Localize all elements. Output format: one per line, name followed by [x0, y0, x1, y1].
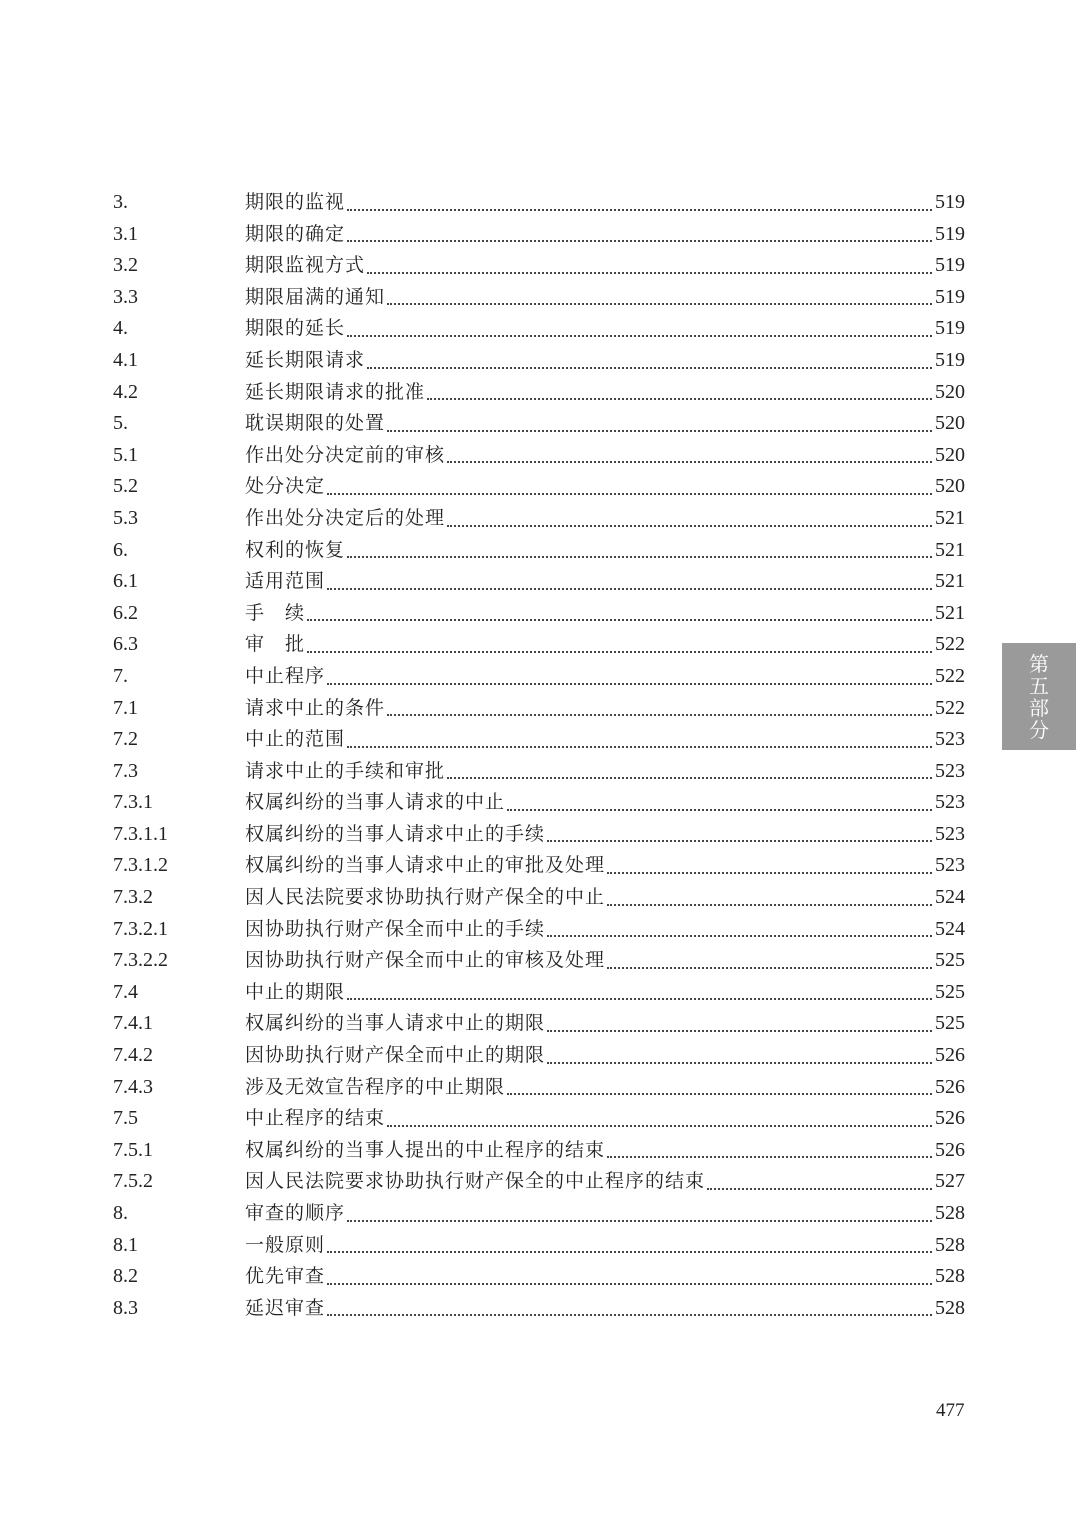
toc-entry-number: 7.3	[113, 759, 138, 782]
toc-entry[interactable]	[113, 1135, 965, 1167]
toc-entry-number: 7.3.2.2	[113, 949, 168, 972]
toc-entry[interactable]	[113, 1293, 965, 1325]
toc-entry-title: 延长期限请求	[245, 348, 366, 371]
toc-entry[interactable]	[113, 1261, 965, 1293]
toc-entry-page: 528	[935, 1265, 965, 1288]
toc-entry-number: 7.5.2	[113, 1170, 153, 1193]
toc-entry-number: 3.	[113, 191, 128, 213]
toc-entry-title: 权利的恢复	[245, 538, 346, 561]
toc-entry[interactable]	[113, 1008, 965, 1040]
toc-entry-title: 因协助执行财产保全而中止的期限	[245, 1044, 546, 1067]
toc-entry-number: 8.	[113, 1202, 128, 1224]
toc-entry-page: 520	[935, 380, 965, 403]
toc-entry-page: 523	[935, 791, 965, 814]
toc-entry-title: 因人民法院要求协助执行财产保全的中止程序的结束	[245, 1170, 706, 1193]
toc-entry-page: 526	[935, 1107, 965, 1130]
toc-entry-title: 中止的期限	[245, 980, 346, 1003]
toc-entry-page: 523	[935, 854, 965, 877]
toc-entry-title: 请求中止的条件	[245, 696, 386, 719]
dot-leader	[607, 1156, 932, 1158]
section-tab-char: 部	[1029, 695, 1049, 720]
toc-entry-number: 7.4.2	[113, 1044, 153, 1067]
toc-entry[interactable]	[113, 503, 965, 535]
dot-leader	[387, 1125, 932, 1127]
toc-entry-page: 521	[935, 570, 965, 593]
dot-leader	[327, 1283, 932, 1285]
dot-leader	[427, 398, 932, 400]
toc-entry-number: 6.2	[113, 601, 138, 624]
dot-leader	[307, 619, 932, 621]
toc-entry-number: 7.3.1.2	[113, 854, 168, 877]
toc-entry[interactable]	[113, 313, 965, 345]
toc-entry-title: 延长期限请求的批准	[245, 380, 426, 403]
toc-entry[interactable]	[113, 1198, 965, 1230]
dot-leader	[327, 588, 932, 590]
section-tab-char: 第	[1029, 651, 1049, 676]
dot-leader	[447, 461, 932, 463]
toc-entry-page: 528	[935, 1233, 965, 1256]
toc-entry[interactable]	[113, 377, 965, 409]
toc-entry-number: 7.5.1	[113, 1138, 153, 1161]
toc-entry[interactable]	[113, 535, 965, 567]
toc-entry-title: 审 批	[245, 633, 306, 656]
dot-leader	[347, 998, 932, 1000]
toc-entry[interactable]	[113, 282, 965, 314]
dot-leader	[327, 1251, 932, 1253]
toc-entry-number: 6.	[113, 538, 128, 561]
toc-entry-page: 523	[935, 822, 965, 845]
toc-entry-page: 519	[935, 317, 965, 340]
toc-entry-page: 519	[935, 222, 965, 245]
toc-entry-number: 7.5	[113, 1107, 138, 1130]
toc-entry-page: 525	[935, 980, 965, 1003]
dot-leader	[507, 809, 932, 811]
dot-leader	[327, 1314, 932, 1316]
toc-entry-page: 525	[935, 1012, 965, 1035]
dot-leader	[607, 872, 932, 874]
toc-entry-title: 期限监视方式	[245, 254, 366, 277]
toc-entry[interactable]	[113, 977, 965, 1009]
toc-entry-title: 期限的监视	[245, 191, 346, 213]
toc-entry-page: 523	[935, 728, 965, 751]
dot-leader	[507, 1093, 932, 1095]
section-tab-char: 分	[1029, 717, 1049, 742]
toc-entry-number: 6.3	[113, 633, 138, 656]
toc-entry-number: 8.3	[113, 1296, 138, 1319]
dot-leader	[347, 240, 932, 242]
toc-entry-title: 请求中止的手续和审批	[245, 759, 446, 782]
dot-leader	[347, 335, 932, 337]
toc-entry[interactable]	[113, 598, 965, 630]
dot-leader	[547, 840, 932, 842]
dot-leader	[307, 651, 932, 653]
toc-entry-title: 因协助执行财产保全而中止的审核及处理	[245, 949, 606, 972]
toc-entry-page: 528	[935, 1202, 965, 1224]
toc-entry-number: 7.	[113, 664, 128, 687]
toc-entry[interactable]	[113, 250, 965, 282]
toc-entry-title: 优先审查	[245, 1265, 326, 1288]
dot-leader	[367, 367, 932, 369]
toc-entry[interactable]	[113, 219, 965, 251]
toc-entry-title: 权属纠纷的当事人请求的中止	[245, 791, 506, 814]
toc-entry[interactable]	[113, 1040, 965, 1072]
dot-leader	[447, 525, 932, 527]
toc-entry-number: 4.2	[113, 380, 138, 403]
dot-leader	[547, 1062, 932, 1064]
toc-entry-number: 3.1	[113, 222, 138, 245]
dot-leader	[347, 1220, 932, 1222]
toc-entry-page: 520	[935, 475, 965, 498]
toc-entry-title: 期限的延长	[245, 317, 346, 340]
toc-entry-page: 521	[935, 538, 965, 561]
dot-leader	[387, 303, 932, 305]
dot-leader	[547, 1030, 932, 1032]
toc-entry-page: 519	[935, 348, 965, 371]
toc-entry[interactable]	[113, 882, 965, 914]
toc-entry-number: 5.2	[113, 475, 138, 498]
page-number: 477	[936, 1400, 965, 1421]
dot-leader	[347, 556, 932, 558]
dot-leader	[347, 209, 932, 211]
toc-entry[interactable]	[113, 1103, 965, 1135]
toc-entry[interactable]	[113, 693, 965, 725]
toc-entry-number: 7.3.2.1	[113, 917, 168, 940]
toc-entry-page: 521	[935, 601, 965, 624]
toc-entry-number: 7.1	[113, 696, 138, 719]
toc-entry-title: 权属纠纷的当事人请求中止的期限	[245, 1012, 546, 1035]
toc-entry-title: 因协助执行财产保全而中止的手续	[245, 917, 546, 940]
toc-entry-page: 526	[935, 1075, 965, 1098]
table-of-contents	[113, 187, 965, 1324]
toc-entry[interactable]	[113, 629, 965, 661]
toc-entry-page: 520	[935, 443, 965, 466]
dot-leader	[447, 777, 932, 779]
toc-entry[interactable]	[113, 440, 965, 472]
toc-entry-title: 适用范围	[245, 570, 326, 593]
toc-entry-page: 524	[935, 886, 965, 909]
toc-entry-title: 期限届满的通知	[245, 285, 386, 308]
toc-entry[interactable]	[113, 471, 965, 503]
dot-leader	[327, 683, 932, 685]
toc-entry[interactable]	[113, 945, 965, 977]
toc-entry-page: 522	[935, 633, 965, 656]
toc-entry-number: 7.3.2	[113, 886, 153, 909]
toc-entry-title: 中止程序	[245, 664, 326, 687]
toc-entry-title: 一般原则	[245, 1233, 326, 1256]
toc-entry-page: 522	[935, 664, 965, 687]
toc-entry-number: 7.4.1	[113, 1012, 153, 1035]
dot-leader	[327, 493, 932, 495]
toc-entry-title: 手 续	[245, 601, 306, 624]
dot-leader	[387, 430, 932, 432]
toc-entry[interactable]	[113, 1166, 965, 1198]
dot-leader	[707, 1188, 932, 1190]
toc-entry[interactable]	[113, 787, 965, 819]
toc-entry-title: 作出处分决定后的处理	[245, 506, 446, 529]
toc-entry-page: 521	[935, 506, 965, 529]
toc-entry-page: 528	[935, 1296, 965, 1319]
dot-leader	[367, 272, 932, 274]
toc-entry-number: 5.1	[113, 443, 138, 466]
toc-entry-number: 7.4	[113, 980, 138, 1003]
toc-entry-title: 延迟审查	[245, 1296, 326, 1319]
toc-entry-number: 7.3.1.1	[113, 822, 168, 845]
dot-leader	[607, 967, 932, 969]
toc-entry-title: 处分决定	[245, 475, 326, 498]
toc-entry[interactable]	[113, 756, 965, 788]
dot-leader	[347, 746, 932, 748]
toc-entry-title: 中止程序的结束	[245, 1107, 386, 1130]
toc-entry-number: 5.	[113, 412, 128, 435]
toc-entry-title: 因人民法院要求协助执行财产保全的中止	[245, 886, 606, 909]
toc-entry-page: 522	[935, 696, 965, 719]
dot-leader	[547, 935, 932, 937]
toc-entry-title: 权属纠纷的当事人提出的中止程序的结束	[245, 1138, 606, 1161]
toc-entry[interactable]	[113, 850, 965, 882]
toc-entry-number: 3.3	[113, 285, 138, 308]
toc-entry[interactable]	[113, 187, 965, 219]
toc-entry-title: 中止的范围	[245, 728, 346, 751]
toc-entry[interactable]	[113, 914, 965, 946]
section-tab-char: 五	[1029, 673, 1049, 698]
toc-entry-number: 8.1	[113, 1233, 138, 1256]
toc-entry[interactable]	[113, 408, 965, 440]
toc-entry[interactable]	[113, 819, 965, 851]
toc-entry-page: 519	[935, 254, 965, 277]
toc-entry-title: 权属纠纷的当事人请求中止的手续	[245, 822, 546, 845]
toc-entry-number: 5.3	[113, 506, 138, 529]
toc-entry[interactable]	[113, 345, 965, 377]
toc-entry[interactable]	[113, 661, 965, 693]
toc-entry-page: 524	[935, 917, 965, 940]
toc-entry[interactable]	[113, 566, 965, 598]
toc-entry-number: 4.1	[113, 348, 138, 371]
toc-entry-page: 520	[935, 412, 965, 435]
toc-entry[interactable]	[113, 1230, 965, 1262]
toc-entry-page: 526	[935, 1138, 965, 1161]
toc-entry-title: 审查的顺序	[245, 1202, 346, 1224]
toc-entry-title: 作出处分决定前的审核	[245, 443, 446, 466]
toc-entry-number: 4.	[113, 317, 128, 340]
toc-entry-page: 523	[935, 759, 965, 782]
toc-entry-title: 涉及无效宣告程序的中止期限	[245, 1075, 506, 1098]
toc-entry-page: 519	[935, 191, 965, 213]
toc-entry-page: 519	[935, 285, 965, 308]
toc-entry-number: 7.4.3	[113, 1075, 153, 1098]
toc-entry-number: 6.1	[113, 570, 138, 593]
toc-entry-title: 耽误期限的处置	[245, 412, 386, 435]
dot-leader	[387, 714, 932, 716]
section-tab	[1002, 643, 1076, 750]
toc-entry-page: 525	[935, 949, 965, 972]
toc-entry-number: 3.2	[113, 254, 138, 277]
toc-entry-page: 527	[935, 1170, 965, 1193]
toc-entry-title: 期限的确定	[245, 222, 346, 245]
toc-entry-number: 8.2	[113, 1265, 138, 1288]
toc-entry-number: 7.2	[113, 728, 138, 751]
dot-leader	[607, 904, 932, 906]
toc-entry-number: 7.3.1	[113, 791, 153, 814]
toc-entry[interactable]	[113, 1072, 965, 1104]
toc-entry-title: 权属纠纷的当事人请求中止的审批及处理	[245, 854, 606, 877]
toc-entry-page: 526	[935, 1044, 965, 1067]
toc-entry[interactable]	[113, 724, 965, 756]
